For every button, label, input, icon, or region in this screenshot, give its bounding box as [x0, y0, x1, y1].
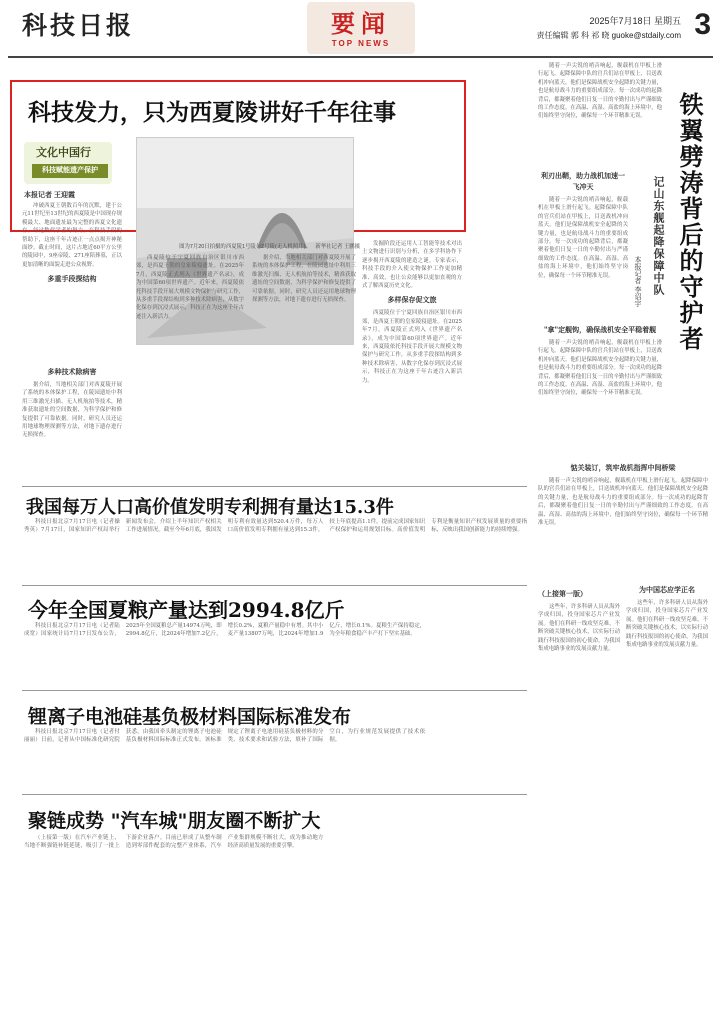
lead-subhead-2: 多种技术除病害 [47, 367, 97, 376]
lead-column-1b [22, 362, 122, 482]
side-column-top [538, 62, 662, 162]
auto-headline: 聚链成势 "汽车城"朋友圈不断扩大 [28, 810, 321, 832]
divider [22, 690, 527, 691]
lead-column-1b-text: 据介绍，当地相关部门对西夏陵开展了系统的本体保护工程，在陵园遗址中利用三维激光扫描、无人机航拍等技术，精准获取遗址的空间数据，为科学保护和修复提供了可靠依据。同时，研究人员还运用地球物理探测等方法，对地下遗存进行无损探查。 [22, 382, 122, 439]
side-column-left [538, 166, 628, 316]
side-column-mid [538, 320, 662, 450]
photo-credit: 新华社记者 王鹏摄 [315, 244, 360, 250]
side-subhead-2: "拿"定舰钩，确保战机安全平稳着舰 [543, 325, 657, 334]
side-byline: 本报记者 李诏宇 [634, 256, 641, 307]
masthead-rule [8, 56, 713, 58]
editor-credit: 责任编辑 郭 科 祁 晓 guoke@stdaily.com [536, 31, 681, 40]
lead-headline: 科技发力，只为西夏陵讲好千年往事 [28, 99, 396, 126]
page-number: 3 [694, 8, 711, 41]
issue-date: 2025年7月18日 星期五 [589, 16, 681, 26]
photo-caption: 图为7月20日拍摄的西夏陵1号陵与2号陵(无人机照片)。 [179, 244, 311, 250]
badge-bottom-text: 科技赋能遗产保护 [32, 164, 108, 178]
lead-column-1 [22, 202, 122, 362]
lead-subhead-3: 多样保存促文旅 [387, 295, 437, 305]
section-banner [307, 2, 415, 54]
divider [22, 794, 527, 795]
chip-text-1: 这些年，许多科研人员从海外学成归国，投身国家芯片产业发展。他们在科研一线攻坚克难，不断突破关键核心技术，以实际行动践行科技报国的初心使命，为我国集成电路事业的发展贡献力量。 [538, 604, 620, 653]
lead-subhead-1: 多重手段探结构 [47, 274, 97, 284]
patent-headline: 我国每万人口高价值发明专利拥有量达15.3件 [26, 497, 394, 518]
chip-text-2: 这些年，许多科研人员从海外学成归国，投身国家芯片产业发展。他们在科研一线攻坚克难，不断突破关键核心技术，以实际行动践行科技报国的初心使命，为我国集成电路事业的发展贡献力量。 [626, 600, 708, 649]
side-column-top-text: 随着一声尖锐的哨音响起，舰载机在甲板上滑行起飞。起降保障中队的官兵们站在甲板上，目送战机冲向蓝天。他们是保障战机安全起降的关键力量，也是航母战斗力的重要组成部分。每一次成功的起降背后，都凝聚着他们日复一日的辛勤付出与严谨细致的工作态度。在高温、高湿、高盐的海上环境中，他们始终坚守岗位，确保每一个环节精准无误。 [538, 63, 662, 120]
lead-column-4-text: 发掘阶段还运用人工智能等技术对出土文物进行识别与分析，在多学科协作下逐步揭开西夏陵的建造之谜。专家表示，科技手段的介入使文物保护工作更加精准、高效，也让公众能够以更加直观的方式了解西夏历史文化。 [362, 241, 462, 290]
battery-body [24, 728, 527, 786]
grain-body [24, 622, 527, 684]
battery-headline: 锂离子电池硅基负极材料国际标准发布 [28, 706, 352, 728]
battery-body-text: 科技日报北京7月17日电（记者付丽丽）日前，记者从中国标准化研究院获悉，由我国牵头制定的锂离子电池硅基负极材料国际标准正式发布。该标准规定了锂离子电池用硅基负极材料的分类、技术要求和试验方法，填补了国际空白，为行业规范发展提供了技术依据。 [24, 729, 426, 744]
chip-continue-tag: （上接第一版） [538, 589, 587, 598]
lead-column-3-text: 据介绍，当地相关部门对西夏陵开展了系统的本体保护工程，在陵园遗址中利用三维激光扫描、无人机航拍等技术，精准获取遗址的空间数据，为科学保护和修复提供了可靠依据。同时，研究人员还运用地球物理探测等方法，对地下遗存进行无损探查。 [252, 255, 356, 304]
lead-column-2 [136, 254, 244, 350]
newspaper-logo: 科技日报 [22, 11, 135, 40]
badge-top-text: 文化中国行 [36, 146, 91, 159]
lead-column-3 [252, 254, 356, 350]
side-headline: 铁翼劈涛背后的守护者 [675, 92, 704, 352]
grain-headline: 今年全国夏粮产量达到2994.8亿斤 [28, 598, 345, 622]
auto-body [24, 834, 527, 1002]
side-column-bottom [538, 458, 708, 576]
chip-subhead: 为中国芯应学正名 [639, 585, 695, 594]
side-column-bottom-text: 随着一声尖锐的哨音响起，舰载机在甲板上滑行起飞。起降保障中队的官兵们站在甲板上，目送战机冲向蓝天。他们是保障战机安全起降的关键力量，也是航母战斗力的重要组成部分。每一次成功的起降背后，都凝聚着他们日复一日的辛勤付出与严谨细致的工作态度。在高温、高湿、高盐的海上环境中，他们始终坚守岗位，确保每一个环节精准无误。 [538, 478, 708, 527]
lead-column-2-text: 西夏陵位于宁夏回族自治区银川市西郊，是西夏王朝的皇家陵寝遗址。在2025年7月，西夏陵正式列入《世界遗产名录》，成为中国第60项世界遗产。近年来，西夏陵依托科技手段开展大规模文物保护与研究工作，从多重手段探结构到多种技术除病害，从数字化保存到沉浸式展示，科技正在为这座千年古迹注入新活力。 [136, 255, 244, 320]
section-title: 要闻 [331, 9, 391, 38]
lead-byline: 本报记者 王迎霞 [24, 192, 75, 199]
side-subtitle: 记山东舰起降保障中队 [652, 176, 665, 296]
side-column-mid-text: 随着一声尖锐的哨音响起，舰载机在甲板上滑行起飞。起降保障中队的官兵们站在甲板上，目送战机冲向蓝天。他们是保障战机安全起降的关键力量，也是航母战斗力的重要组成部分。每一次成功的起降背后，都凝聚着他们日复一日的辛勤付出与严谨细致的工作态度。在高温、高湿、高盐的海上环境中，他们始终坚守岗位，确保每一个环节精准无误。 [538, 340, 662, 397]
side-subhead-3: 惦关装订，筑牢战机指挥中间桥梁 [570, 463, 676, 472]
patent-body-text: 科技日报北京7月17日电（记者操秀英）7月17日，国家知识产权局举行新闻发布会，介绍上半年知识产权相关工作进展情况。截至今年6月底，我国发明专利有效量达到520.4万件，每万人口高价值发明专利拥有量达到15.3件，较上年底提高1.1件，提前完成国家知识产权保护和运用规划目标。高价值发明专利是衡量知识产权发展质量的重要指标，反映出我国创新能力的持续增强。 [24, 519, 527, 534]
section-subtitle: TOP NEWS [331, 39, 391, 48]
lead-column-4b-text: 西夏陵位于宁夏回族自治区银川市西郊，是西夏王朝的皇家陵寝遗址。在2025年7月，西夏陵正式列入《世界遗产名录》，成为中国第60项世界遗产。近年来，西夏陵依托科技手段开展大规模文物保护与研究工作，从多重手段探结构到多种技术除病害，从数字化保存到沉浸式展示，科技正在为这座千年古迹注入新活力。 [362, 310, 462, 384]
patent-body [24, 518, 527, 578]
lead-column-1-text: 冲破西夏王朝数百年的沉默，建于公元11世纪至13世纪的西夏陵是中国现存规模最大、地面遗址最为完整的西夏文化遗存。经过数代学者的努力，在科技手段的帮助下，这座千年古迹正一点点揭开神秘面纱。截止时间，这片占地近60平方公里的陵园中，9座帝陵、271座陪葬墓，正以更加清晰的面貌走进公众视野。 [22, 203, 122, 268]
lead-column-4 [362, 240, 462, 470]
auto-body-text: （上接第一版）在汽车产业链上，当地不断强链补链延链，吸引了一批上下游企业落户。目前已形成了从整车制造到零部件配套的完整产业体系，汽车产业集群规模不断壮大，成为推动地方经济高质量发展的重要引擎。 [24, 835, 324, 850]
side-subhead-1: 利刃出鞘，助力战机加速一飞冲天 [541, 171, 625, 191]
side-column-left-text: 随着一声尖锐的哨音响起，舰载机在甲板上滑行起飞。起降保障中队的官兵们站在甲板上，目送战机冲向蓝天。他们是保障战机安全起降的关键力量，也是航母战斗力的重要组成部分。每一次成功的起降背后，都凝聚着他们日复一日的辛勤付出与严谨细致的工作态度。在高温、高湿、高盐的海上环境中，他们始终坚守岗位，确保每一个环节精准无误。 [538, 197, 628, 279]
grain-body-text: 科技日报北京7月17日电（记者陆成宽）国家统计局7月17日发布公告，2025年全国夏粮总产量14974万吨，即2994.8亿斤，比2024年增加7.2亿斤，增长0.2%，夏粮产量稳中有增。其中小麦产量13807万吨，比2024年增加1.9亿斤，增长0.1%。夏粮生产保持稳定，为全年粮食稳产丰产打下坚实基础。 [24, 623, 426, 638]
divider [22, 585, 527, 586]
culture-china-badge [24, 142, 112, 184]
divider [22, 486, 527, 487]
chip-column [538, 584, 708, 1004]
